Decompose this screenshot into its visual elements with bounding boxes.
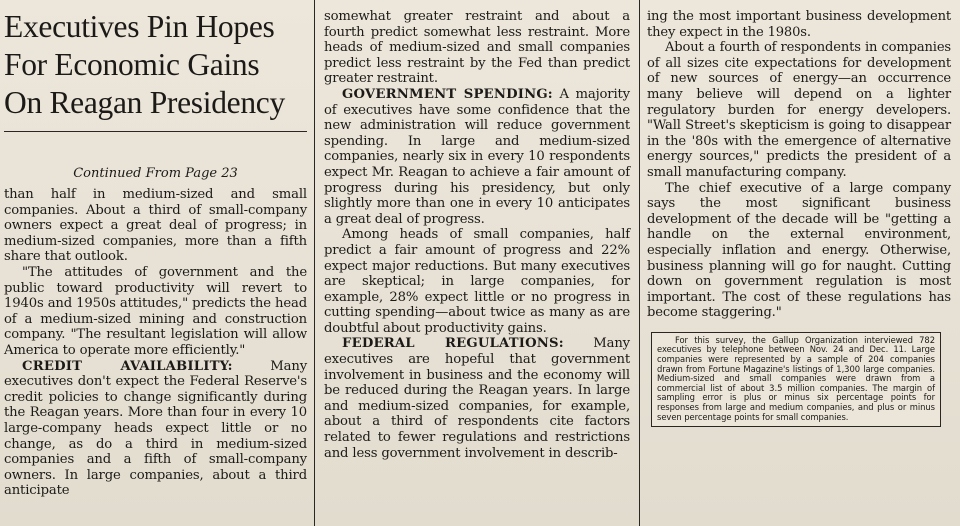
column-rule <box>314 0 315 526</box>
column-1 <box>0 0 311 526</box>
paragraph <box>324 87 630 227</box>
section-lead: GOVERNMENT SPENDING: <box>342 86 553 102</box>
paragraph-body: A majority of executives have some confidence that the new administration will reduce government spending. In large and medium-sized companies, nearly six in every 10 respondents expect Mr. Reagan to achieve a fair amount of progress during his presidency, but only slightly more than one in every 10 anticipates a great deal of progress. <box>324 86 630 227</box>
paragraph: The chief executive of a large company says the most significant business development of the decade will be "getting a handle on the external environment, especially inflation and energy. Otherwise, business planning will go for naught. Cutting down on government regulation is most important. The cost of these regulations has become staggering." <box>647 180 951 321</box>
survey-methodology-text: For this survey, the Gallup Organization interviewed 782 executives by telephone between Nov. 24 and Dec. 11. Large companies were represented by a sample of 204 companies drawn from Fortune Magazine's listings of 1,300 large companies. Medium-sized and small companies were drawn from a commercial list of about 3.5 million companies. The margin of sampling error is plus or minus six percentage points for responses from large and medium companies, and plus or minus seven percentage points for small companies. <box>657 334 935 422</box>
paragraph: "The attitudes of government and the public toward productivity will revert to 1940s and 1950s attitudes," predicts the head of a medium-sized mining and construction company. "The resultant legislation will allow America to operate more efficiently." <box>4 264 307 358</box>
headline-line-1: Executives Pin Hopes <box>4 9 275 44</box>
headline-line-3: On Reagan Presidency <box>4 85 285 120</box>
headline-line-2: For Economic Gains <box>4 47 260 82</box>
continued-from-note: Continued From Page 23 <box>73 166 238 181</box>
paragraph: Among heads of small companies, half predict a fair amount of progress and 22% expect major reductions. But many executives are skeptical; in large companies, for example, 28% expect little or no progress in cutting spending—about twice as many as are doubtful about productivity gains. <box>324 227 630 336</box>
headline-rule <box>4 131 307 132</box>
survey-methodology-box <box>651 332 941 427</box>
paragraph-body: Many executives are hopeful that government involvement in business and the economy will be reduced during the Reagan years. In large and medium-sized companies, for example, about a third of respondents cite factors related to fewer regulations and restrictions and less government involvement in describ- <box>324 336 630 461</box>
headline <box>4 8 307 122</box>
column-3 <box>643 0 955 526</box>
section-lead: FEDERAL REGULATIONS: <box>342 336 564 352</box>
section-lead: CREDIT AVAILABILITY: <box>22 358 233 374</box>
paragraph <box>4 359 307 499</box>
paragraph: ing the most important business development they expect in the 1980s. <box>647 9 951 40</box>
paragraph-body: Many executives don't expect the Federal Reserve's credit policies to change significantly during the Reagan years. More than four in every 10 large-company heads expect little or no change, as do a third in medium-sized companies and a fifth of small-company owners. In large companies, about a third anticipate <box>4 358 307 499</box>
column-2 <box>318 0 636 526</box>
paragraph: than half in medium-sized and small companies. About a third of small-company owners expect a great deal of progress; in medium-sized companies, more than a fifth share that outlook. <box>4 187 307 265</box>
paragraph: somewhat greater restraint and about a fourth predict somewhat less restraint. More heads of medium-sized and small companies predict less restraint by the Fed than predict greater restraint. <box>324 9 630 87</box>
paragraph: About a fourth of respondents in companies of all sizes cite expectations for development of new sources of energy—an occurrence many believe will depend on a lighter regulatory burden for energy developers. "Wall Street's skepticism is going to disappear in the '80s with the emergence of alternative energy sources," predicts the president of a small manufacturing company. <box>647 40 951 180</box>
paragraph <box>324 336 630 461</box>
column-rule <box>639 0 640 526</box>
